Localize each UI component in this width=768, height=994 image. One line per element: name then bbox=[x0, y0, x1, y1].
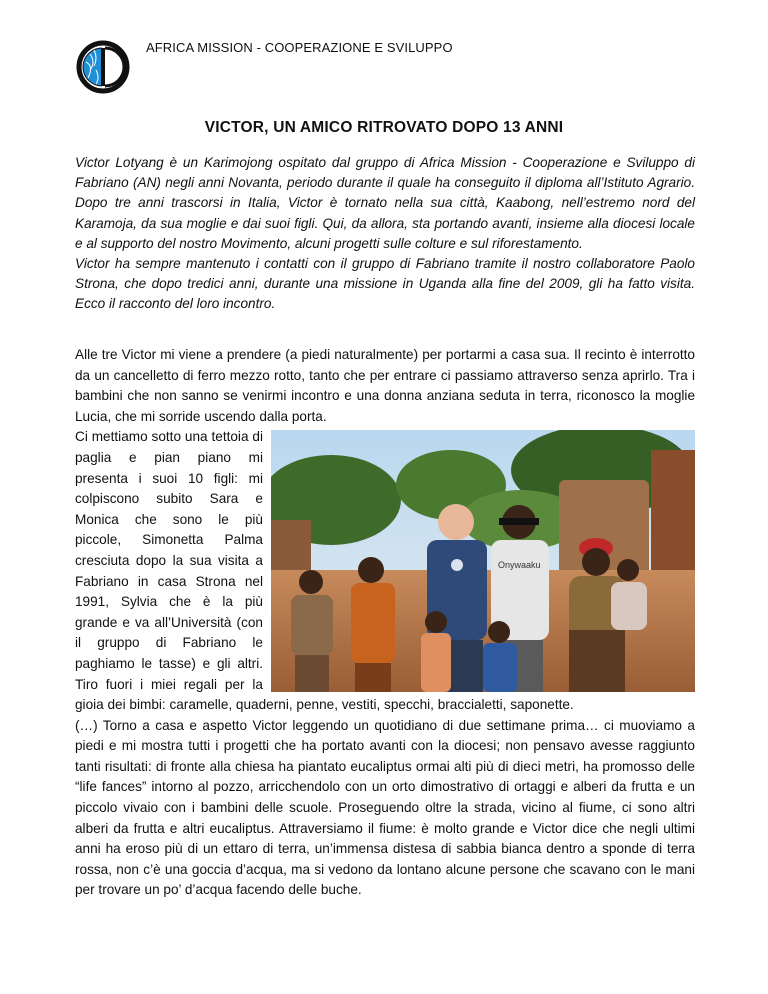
body-paragraph: Ci mettiamo sotto una tettoia di paglia e pian piano mi presenta i suoi 10 figli: mi colpiscono subito Sara e Monica che sono le più piccole, Simonetta Palma cresciuta dopo la sua visita a Fabriano in casa Strona nel 1991, Sylvia che è la più grande e va all’Università (con il gruppo di Fabriano le paghiamo le tasse) e gli altri. Tiro fuori i miei regali per la gioia dei bimbi: caramelle, quaderni, penne, vestiti, specchi, braccialetti, saponette. bbox=[75, 429, 574, 713]
intro-paragraph: Victor ha sempre mantenuto i contatti con il gruppo di Fabriano tramite il nostro collaboratore Paolo Strona, che dopo tredici anni, durante una missione in Uganda alla fine del 2009, gli ha fatto visita. Ecco il racconto del loro incontro. bbox=[75, 256, 695, 312]
body-paragraph: Alle tre Victor mi viene a prendere (a piedi naturalmente) per portarmi a casa sua. Il recinto è interrotto da un cancelletto di ferro mezzo rotto, tanto che per entrare ci passiamo attraverso senza aprirlo. Tra i bambini che non sanno se venirmi incontro e una donna anziana seduta in terra, riconosco la moglie Lucia, che mi sorride uscendo dalla porta. bbox=[75, 347, 695, 424]
family-photo bbox=[271, 430, 695, 692]
intro-paragraph: Victor Lotyang è un Karimojong ospitato dal gruppo di Africa Mission - Cooperazione e Sviluppo di Fabriano (AN) negli anni Novanta, periodo durante il quale ha conseguito il diploma all’Istituto Agrario. Dopo tre anni trascorsi in Italia, Victor è tornato nella sua città, Kaabong, nell’estremo nord del Karamoja, da sua moglie e dai suoi figli. Qui, da allora, sta portando avanti, insieme alla diocesi locale e al supporto del nostro Movimento, alcuni progetti sulle colture e sul riforestamento. bbox=[75, 155, 695, 251]
article-title: VICTOR, UN AMICO RITROVATO DOPO 13 ANNI bbox=[204, 119, 564, 136]
header-org-name: AFRICA MISSION - COOPERAZIONE E SVILUPPO bbox=[146, 40, 453, 55]
article-intro bbox=[75, 153, 695, 315]
article-body bbox=[75, 345, 695, 901]
body-paragraph: (…) Torno a casa e aspetto Victor leggendo un quotidiano di due settimane prima… ci muoviamo a piedi e mi mostra tutti i progetti che ha portato avanti con la diocesi; non pensavo avesse raggiunto tanti risultati: di fronte alla chiesa ha piantato eucaliptus ormai alti più di dieci metri, ha promosso delle “life fances” intorno al pozzo, arricchendolo con un orto dimostrativo di ortaggi e alberi da frutta e un piccolo vivaio con i bambini delle scuole. Proseguendo oltre la strada, vicino al fiume, ci sono altri alberi da frutta e altri eucaliptus. Attraversiamo il fiume: è molto grande e Victor dice che negli ultimi anni ha eroso più di un ettaro di terra, un’immensa distesa di sabbia bianca dentro a sponde di terra rossa, non c’è una goccia d’acqua, ma si vedono da lontano alcune persone che scavano con le mani per trovare un po’ d’acqua facendo delle buche. bbox=[75, 717, 695, 898]
shirt-text: Onywaaku bbox=[498, 560, 541, 571]
africa-mission-logo-icon bbox=[76, 40, 130, 94]
